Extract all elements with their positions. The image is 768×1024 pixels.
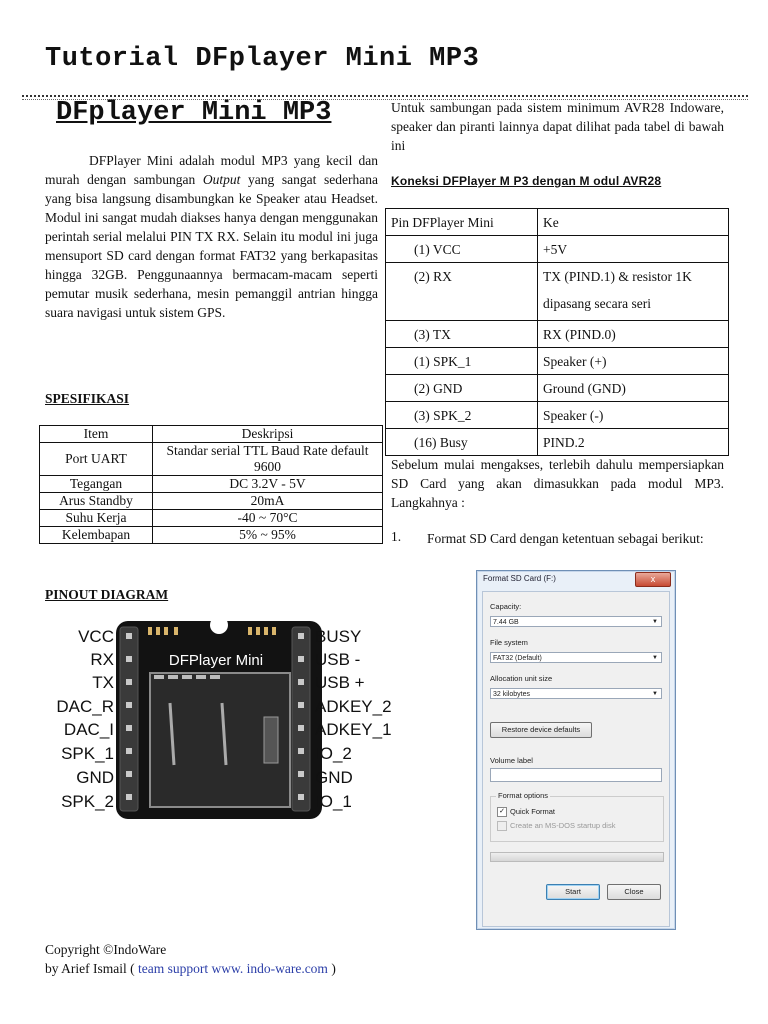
table-cell: Tegangan [40,476,153,493]
table-cell: (2) RX [386,263,538,321]
table-cell: Standar serial TTL Baud Rate default 9600 [153,443,383,476]
preparation-paragraph: Sebelum mulai mengakses, terlebih dahulu mempersiapkan SD Card yang akan dimasukkan pada modul MP3. Langkahnya : [391,457,724,510]
table-cell: Arus Standby [40,493,153,510]
table-cell: Suhu Kerja [40,510,153,527]
filesystem-select[interactable] [490,652,662,663]
pin-label-tx: TX [92,673,114,692]
pinout-diagram [52,615,402,820]
close-icon[interactable]: x [635,572,671,587]
board-label: DFPlayer Mini [168,652,264,669]
quick-format-checkbox[interactable]: ✓ [497,807,507,817]
table-row [40,493,383,510]
table-row [386,321,729,348]
table-row [386,402,729,429]
table-row [386,429,729,456]
pin-label-gnd-left: GND [76,768,114,787]
table-row [386,236,729,263]
pin-label-io1: IO_1 [315,792,352,811]
capacity-label: Capacity: [490,602,522,611]
footer-author [45,961,336,977]
table-row [40,527,383,544]
allocation-select[interactable] [490,688,662,699]
pin-label-dac-r: DAC_R [56,697,114,716]
pin-label-spk1: SPK_1 [61,744,114,763]
table-cell: Port UART [40,443,153,476]
table-cell: TX (PIND.1) & resistor 1K dipasang secara seri [538,263,729,321]
table-header-cell: Item [40,426,153,443]
format-progress-bar [490,852,664,862]
pin-label-adkey2: ADKEY_2 [315,697,392,716]
table-cell: (3) TX [386,321,538,348]
pin-label-busy: BUSY [315,627,362,646]
table-header-cell: Ke [538,209,729,236]
table-cell: PIND.2 [538,429,729,456]
table-cell: Kelembapan [40,527,153,544]
table-cell: DC 3.2V - 5V [153,476,383,493]
table-row [40,443,383,476]
dialog-title: Format SD Card (F:) [483,574,556,583]
volume-label: Volume label [490,756,533,765]
spec-table [39,425,383,544]
table-cell: RX (PIND.0) [538,321,729,348]
capacity-value: 7.44 GB [493,619,519,626]
pin-headers-right [292,627,310,811]
footer-end: ) [327,961,336,976]
right-intro-paragraph: Untuk sambungan pada sistem minimum AVR28 Indoware, speaker dan piranti lainnya dapat dilihat pada tabel di bawah ini [391,100,724,153]
table-cell: 5% ~ 95% [153,527,383,544]
mount-hole [210,616,228,634]
format-options-label: Format options [498,791,549,800]
table-cell: +5V [538,236,729,263]
dialog-body [482,591,670,927]
step-text: Format SD Card dengan ketentuan sebagai berikut: [427,531,704,546]
quick-format-label: Quick Format [510,807,556,816]
table-cell: (3) SPK_2 [386,402,538,429]
table-cell: -40 ~ 70°C [153,510,383,527]
table-cell: Ground (GND) [538,375,729,402]
table-cell: Speaker (-) [538,402,729,429]
table-row [40,510,383,527]
footer-link[interactable]: team support www. indo-ware.com [137,961,328,976]
table-header-row [386,209,729,236]
pin-label-vcc: VCC [78,627,114,646]
filesystem-label: File system [490,638,528,647]
table-cell: (1) VCC [386,236,538,263]
table-row [40,476,383,493]
table-cell: (2) GND [386,375,538,402]
header-rule [22,95,748,97]
table-header-cell: Pin DFPlayer Mini [386,209,538,236]
dialog-titlebar [477,571,675,589]
intro-text-italic: Output [202,172,241,187]
section-title: DFplayer Mini MP3 [56,98,332,128]
pin-label-io2: IO_2 [315,744,352,763]
pin-label-adkey1: ADKEY_1 [315,720,392,739]
start-button[interactable]: Start [546,884,600,900]
pin-label-usb-minus: USB - [315,650,361,669]
msdos-label: Create an MS-DOS startup disk [510,821,616,830]
chevron-down-icon: ▼ [652,655,658,661]
close-button[interactable]: Close [607,884,661,900]
pin-label-spk2: SPK_2 [61,792,114,811]
sd-slot-latch [264,717,278,763]
format-dialog [476,570,676,930]
sd-slot-stripes [154,675,220,679]
left-pin-labels [56,627,114,811]
footer-copyright: Copyright ©IndoWare [45,942,167,957]
spec-heading: SPESIFIKASI [45,391,130,406]
koneksi-heading: Koneksi DFPlayer M P3 dengan M odul AVR28 [391,174,662,188]
step-number: 1. [391,529,402,544]
table-cell: 20mA [153,493,383,510]
pin-label-dac-i: DAC_I [63,720,114,739]
table-row [386,263,729,321]
msdos-checkbox[interactable] [497,821,507,831]
pin-label-gnd-right: GND [315,768,353,787]
allocation-label: Allocation unit size [490,674,553,683]
intro-paragraph [45,151,378,322]
intro-text-b: yang sangat sederhana yang bisa langsung disambungkan ke Speaker atau Headset. Modul ini sangat mudah diakses hanya dengan menggunakan perintah serial melalui PIN TX RX. Selain itu modul ini juga mensuport SD card dengan format FAT32 yang berkapasitas hingga 32GB. Penggunaannya bermacam-macam seperti pemutar musik sederhana, mesin pemanggil antrian hingga suara navigasi untuk sistem GPS. [45,172,378,320]
table-header-row [40,426,383,443]
allocation-value: 32 kilobytes [493,691,530,698]
format-options-group [490,796,664,842]
document-title: Tutorial DFplayer Mini MP3 [45,44,480,74]
pin-label-rx: RX [90,650,114,669]
pin-label-usb-plus: USB + [315,673,365,692]
footer-by: by Arief Ismail ( [45,961,138,976]
table-cell: (1) SPK_1 [386,348,538,375]
intro-text-a: DFPlayer Mini adalah modul MP3 yang kecil dan murah dengan sambungan [45,153,378,187]
pinout-heading: PINOUT DIAGRAM [45,587,169,602]
restore-defaults-button[interactable]: Restore device defaults [490,722,592,738]
connection-table [385,208,729,456]
capacity-select[interactable] [490,616,662,627]
table-cell: Speaker (+) [538,348,729,375]
chevron-down-icon: ▼ [652,691,658,697]
right-pin-labels [315,627,392,811]
volume-label-input[interactable] [490,768,662,782]
filesystem-value: FAT32 (Default) [493,655,542,662]
pin-headers-left [120,627,138,811]
table-cell: (16) Busy [386,429,538,456]
table-header-cell: Deskripsi [153,426,383,443]
table-row [386,348,729,375]
table-row [386,375,729,402]
chevron-down-icon: ▼ [652,619,658,625]
